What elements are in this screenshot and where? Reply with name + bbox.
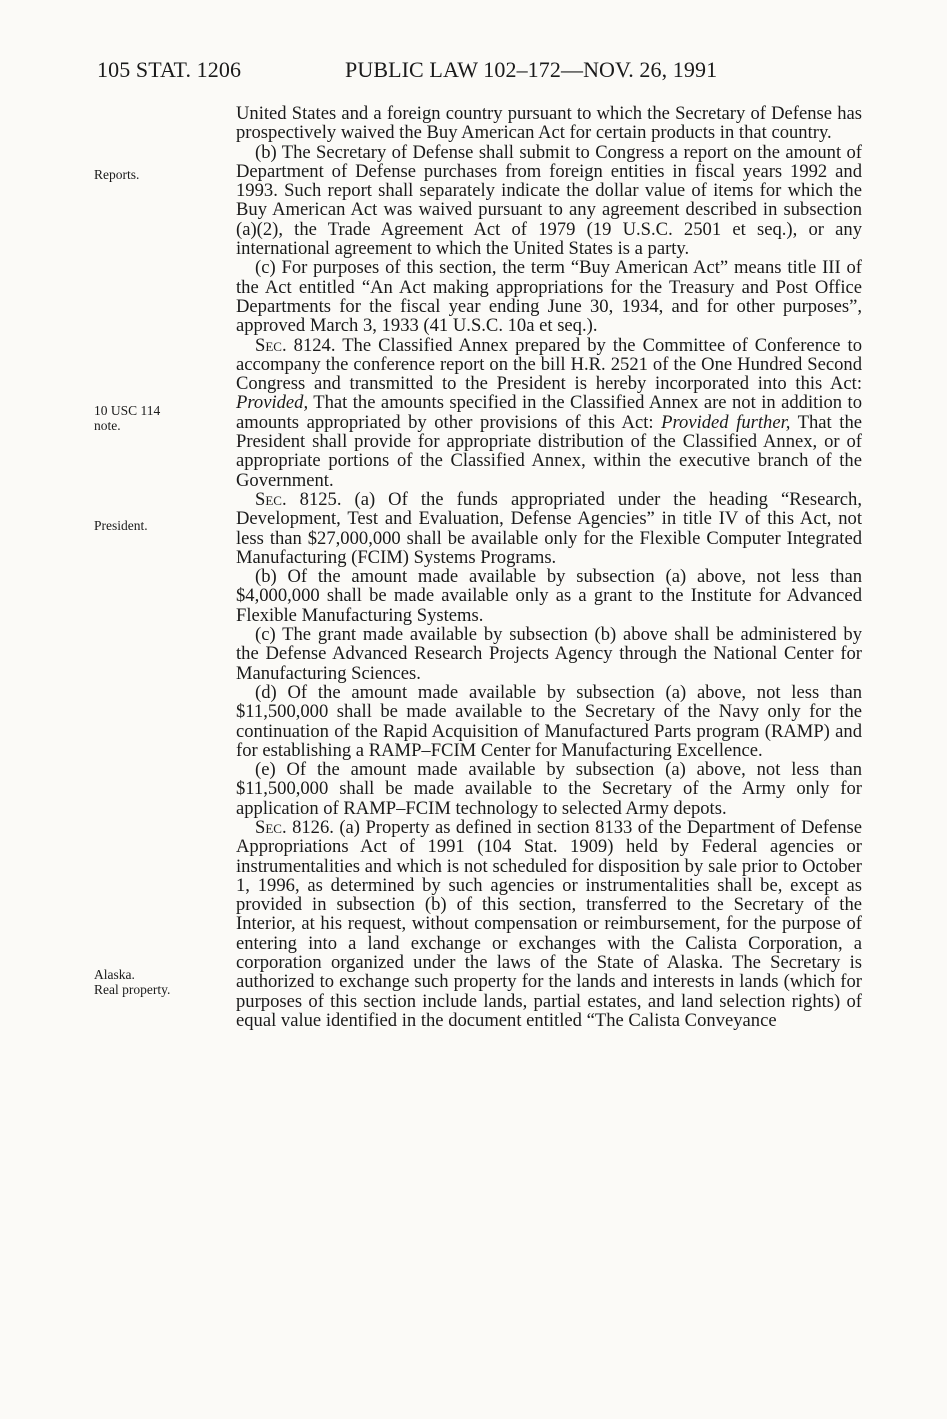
- sec-8124-text-c: That the President shall provide for appropriate distribution of the Classified Annex, or of appropriate portions of the Classified Annex, within the executive branch of the Government.: [236, 411, 862, 491]
- sec-8124-text-a: 8124. The Classified Annex prepared by the Committee of Conference to accompany the conference report on the bill H.R. 2521 of the One Hundred Second Congress and transmitted to the President is hereby incorporated into this Act:: [236, 334, 862, 395]
- paragraph-8123-c: (c) For purposes of this section, the term “Buy American Act” means title III of the Act entitled “An Act making appropriations for the Treasury and Post Office Departments for the fiscal year ending June 30, 1934, and for other purposes”, approved March 3, 1933 (41 U.S.C. 10a et seq.).: [236, 257, 862, 337]
- margin-note-president: President.: [94, 518, 148, 533]
- margin-note-usc: [94, 403, 214, 433]
- sec-label: Sec.: [255, 334, 287, 356]
- paragraph-sec-8125-a: [236, 490, 862, 567]
- paragraph-sec-8124: [236, 336, 862, 490]
- statute-body: [236, 104, 862, 1030]
- paragraph-8125-d: (d) Of the amount made available by subsection (a) above, not less than $11,500,000 shall be made available to the Secretary of the Navy only for the continuation of the Rapid Acquisition of Manufactured Parts program (RAMP) and for establishing a RAMP–FCIM Center for Manufacturing Excellence.: [236, 681, 862, 761]
- page-header: [97, 57, 857, 87]
- sec-label: Sec.: [255, 816, 287, 838]
- sec-8125-text: 8125. (a) Of the funds appropriated under the heading “Research, Development, Test and Evaluation, Defense Agencies” in title IV of this Act, not less than $27,000,000 shall be available only for the Flexible Computer Integrated Manufacturing (FCIM) Systems Programs.: [236, 488, 862, 568]
- paragraph-8125-e: (e) Of the amount made available by subsection (a) above, not less than $11,500,000 shall be made available to the Secretary of the Army only for application of RAMP–FCIM technology to selected Army depots.: [236, 759, 862, 819]
- margin-note-usc-line1: 10 USC 114: [94, 403, 161, 418]
- paragraph-8123-b: (b) The Secretary of Defense shall submit to Congress a report on the amount of Department of Defense purchases from foreign entities in fiscal years 1992 and 1993. Such report shall separately indicate the dollar value of items for which the Buy American Act was waived pursuant to any agreement described in subsection (a)(2), the Trade Agreement Act of 1979 (19 U.S.C. 2501 et seq.), or any international agreement to which the United States is a party.: [236, 141, 862, 260]
- paragraph-8125-b: (b) Of the amount made available by subsection (a) above, not less than $4,000,000 shall be made available only as a grant to the Institute for Advanced Flexible Manufacturing Systems.: [236, 566, 862, 626]
- margin-note-alaska: Alaska.: [94, 967, 135, 982]
- paragraph-continuation: United States and a foreign country pursuant to which the Secretary of Defense has prospectively waived the Buy American Act for certain products in that country.: [236, 103, 862, 144]
- stat-page-number: 105 STAT. 1206: [97, 57, 242, 82]
- provided-italic: Provided,: [236, 392, 309, 414]
- paragraph-8125-c: (c) The grant made available by subsection (b) above shall be administered by the Defense Advanced Research Projects Agency through the National Center for Manufacturing Sciences.: [236, 624, 862, 684]
- margin-note-usc-line2: note.: [94, 418, 121, 433]
- sec-8126-text: 8126. (a) Property as defined in section 8133 of the Department of Defense Appropriations Act of 1991 (104 Stat. 1909) held by Federal agencies or instrumentalities and which is not scheduled for disposition by sale prior to October 1, 1996, as determined by such agencies or instrumentalities shall be, except as provided in subsection (b) of this section, transferred to the Secretary of the Interior, at his request, without compensation or reimbursement, for the purpose of entering into a land exchange or exchanges with the Calista Corporation, a corporation organized under the laws of the State of Alaska. The Secretary is authorized to exchange such property for the lands and interests in lands (which for purposes of this section include lands, partial estates, and land selection rights) of equal value identified in the document entitled “The Calista Conveyance: [236, 816, 862, 1031]
- provided-further-italic: Provided further,: [661, 411, 791, 433]
- margin-note-alaska-group: [94, 967, 214, 997]
- paragraph-sec-8126-a: [236, 818, 862, 1030]
- sec-8124-text-b: That the amounts specified in the Classified Annex are not in addition to amounts appropriated by other provisions of this Act:: [236, 392, 862, 433]
- public-law-title: PUBLIC LAW 102–172—NOV. 26, 1991: [345, 57, 718, 82]
- margin-note-real-property: Real property.: [94, 982, 171, 997]
- sec-label: Sec.: [255, 488, 287, 510]
- margin-note-reports: Reports.: [94, 167, 140, 182]
